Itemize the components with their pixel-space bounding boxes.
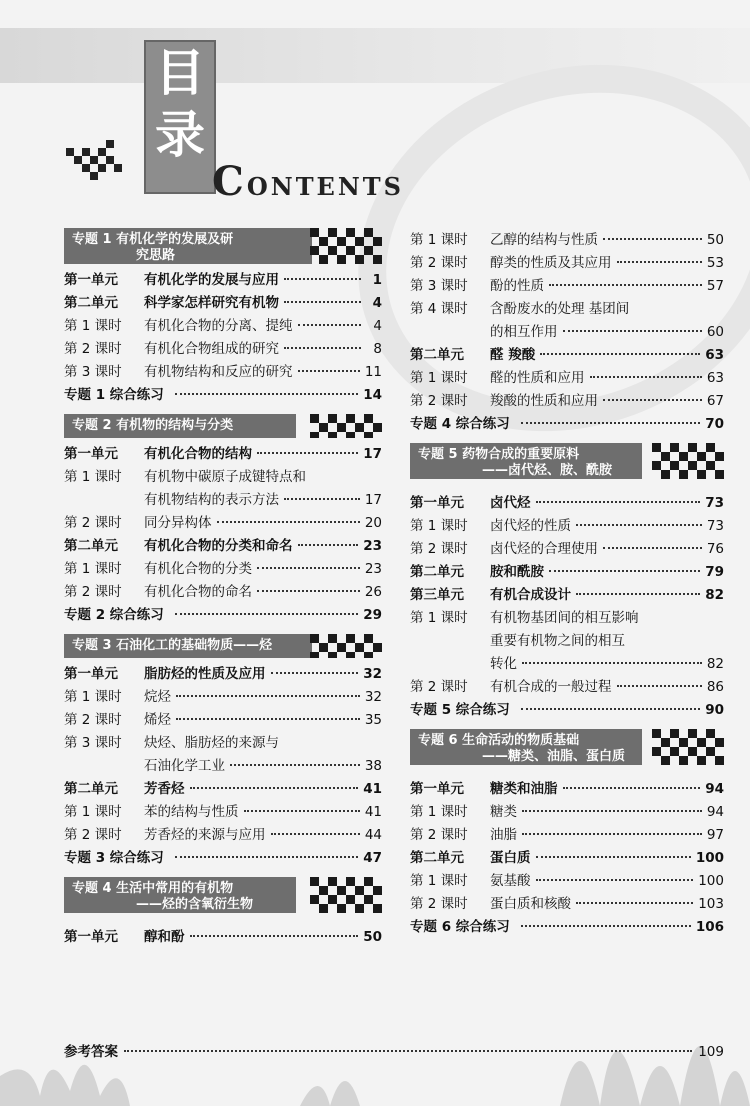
entry-title: 芳香烃的来源与应用 xyxy=(144,827,266,843)
topic-banner-label xyxy=(410,729,642,765)
lesson-entry[interactable] xyxy=(410,892,724,915)
entry-label: 专题 3 综合练习 xyxy=(64,850,164,866)
page-number: 73 xyxy=(705,495,724,511)
entry-label: 专题 2 综合练习 xyxy=(64,607,164,623)
leader-dots xyxy=(549,570,700,572)
topic-banner-label xyxy=(64,414,296,438)
entry-title: 转化 xyxy=(490,656,517,672)
title-box xyxy=(144,40,216,194)
unit-entry[interactable] xyxy=(410,491,724,514)
lesson-entry[interactable] xyxy=(64,465,382,488)
checker-logo-icon xyxy=(66,140,126,190)
spacer xyxy=(410,769,724,777)
unit-entry[interactable] xyxy=(64,291,382,314)
leader-dots xyxy=(576,593,700,595)
entry-label: 专题 1 综合练习 xyxy=(64,387,164,403)
entry-title: 醛的性质和应用 xyxy=(490,370,585,386)
unit-entry[interactable] xyxy=(64,268,382,291)
topic-banner xyxy=(64,634,382,658)
unit-entry[interactable] xyxy=(64,534,382,557)
topic-banner-label xyxy=(410,443,642,479)
entry-title: 有机化合物的分离、提纯 xyxy=(144,318,293,334)
lesson-entry[interactable] xyxy=(64,708,382,731)
leader-dots xyxy=(190,935,359,937)
entry-label: 第 2 课时 xyxy=(410,541,468,557)
unit-entry[interactable] xyxy=(64,442,382,465)
unit-entry[interactable] xyxy=(410,777,724,800)
leader-dots xyxy=(271,833,360,835)
page-number: 32 xyxy=(364,689,382,705)
entry-label: 第二单元 xyxy=(410,850,464,866)
entry-title: 乙醇的结构与性质 xyxy=(490,232,598,248)
page-number: 97 xyxy=(706,827,724,843)
entry-label: 第一单元 xyxy=(64,272,118,288)
page-number: 79 xyxy=(705,564,724,580)
entry-title: 有机化合物的分类 xyxy=(144,561,252,577)
leader-dots xyxy=(176,718,360,720)
lesson-entry[interactable] xyxy=(64,580,382,603)
topic-title-line1: 专题 1 有机化学的发展及研 xyxy=(72,232,234,247)
lesson-entry[interactable] xyxy=(64,314,382,337)
unit-entry[interactable] xyxy=(64,846,382,869)
lesson-entry[interactable] xyxy=(64,557,382,580)
page-number: 94 xyxy=(705,781,724,797)
entry-label: 第一单元 xyxy=(410,495,464,511)
entry-title: 科学家怎样研究有机物 xyxy=(144,295,279,311)
unit-entry[interactable] xyxy=(64,603,382,626)
leader-dots xyxy=(271,672,359,674)
lesson-entry[interactable] xyxy=(410,251,724,274)
entry-title: 有机物结构和反应的研究 xyxy=(144,364,293,380)
entry-label: 第 1 课时 xyxy=(64,804,122,820)
entry-title: 有机化学的发展与应用 xyxy=(144,272,279,288)
page-number: 103 xyxy=(698,896,724,912)
checker-pattern-icon xyxy=(310,414,382,438)
page-number: 94 xyxy=(706,804,724,820)
entry-label: 第 1 课时 xyxy=(410,873,468,889)
page-number: 26 xyxy=(364,584,382,600)
entry-title: 有机化合物组成的研究 xyxy=(144,341,279,357)
checker-pattern-icon xyxy=(652,443,724,479)
entry-label: 第 2 课时 xyxy=(64,584,122,600)
entry-title: 有机化合物的命名 xyxy=(144,584,252,600)
leader-dots xyxy=(549,284,702,286)
topic-banner xyxy=(410,729,724,765)
leader-dots xyxy=(540,353,700,355)
page-number: 82 xyxy=(705,587,724,603)
page-number: 73 xyxy=(706,518,724,534)
leader-dots xyxy=(522,810,702,812)
title-char-1: 目 xyxy=(155,44,205,102)
page-number: 50 xyxy=(706,232,724,248)
page-number: 100 xyxy=(698,873,724,889)
entry-title: 糖类 xyxy=(490,804,517,820)
lesson-entry[interactable] xyxy=(64,754,382,777)
topic-banner xyxy=(64,414,382,438)
contents-initial: C xyxy=(212,158,247,205)
page-number: 53 xyxy=(706,255,724,271)
entry-title: 重要有机物之间的相互 xyxy=(490,633,625,649)
leader-dots xyxy=(576,902,693,904)
page-number: 1 xyxy=(372,272,382,288)
leader-dots xyxy=(521,422,700,424)
entry-label: 第 1 课时 xyxy=(410,610,468,626)
page-number: 57 xyxy=(706,278,724,294)
topic-title-line1: 专题 6 生命活动的物质基础 xyxy=(418,733,580,748)
leader-dots xyxy=(603,399,702,401)
leader-dots xyxy=(257,590,360,592)
entry-title: 羧酸的性质和应用 xyxy=(490,393,598,409)
lesson-entry[interactable] xyxy=(64,823,382,846)
topic-title-line2: ——烃的含氧衍生物 xyxy=(136,897,254,912)
entry-title: 烷烃 xyxy=(144,689,171,705)
entry-label: 专题 6 综合练习 xyxy=(410,919,510,935)
entry-label: 第一单元 xyxy=(410,781,464,797)
title-char-2: 录 xyxy=(155,106,205,164)
page-number: 23 xyxy=(363,538,382,554)
unit-entry[interactable] xyxy=(64,925,382,948)
entry-label: 第一单元 xyxy=(64,446,118,462)
entry-label: 第 1 课时 xyxy=(410,518,468,534)
entry-title: 有机合成的一般过程 xyxy=(490,679,612,695)
entry-title: 的相互作用 xyxy=(490,324,558,340)
page-number: 70 xyxy=(705,416,724,432)
spacer xyxy=(64,406,382,414)
spacer xyxy=(64,869,382,877)
entry-title: 胺和酰胺 xyxy=(490,564,544,580)
unit-entry[interactable] xyxy=(410,583,724,606)
entry-label: 第 3 课时 xyxy=(64,735,122,751)
entry-title: 烯烃 xyxy=(144,712,171,728)
entry-label: 第 2 课时 xyxy=(410,255,468,271)
checker-pattern-icon xyxy=(310,877,382,913)
entry-label: 第 3 课时 xyxy=(410,278,468,294)
lesson-entry[interactable] xyxy=(410,389,724,412)
lesson-entry[interactable] xyxy=(410,629,724,652)
leader-dots xyxy=(563,330,702,332)
page-number: 63 xyxy=(706,370,724,386)
entry-label: 第 2 课时 xyxy=(410,393,468,409)
entry-label: 第二单元 xyxy=(64,295,118,311)
lesson-entry[interactable] xyxy=(410,800,724,823)
leader-dots xyxy=(298,370,360,372)
spacer xyxy=(64,917,382,925)
entry-label: 第 1 课时 xyxy=(64,469,122,485)
page-number: 4 xyxy=(373,318,382,334)
page-number: 17 xyxy=(363,446,382,462)
checker-pattern-icon xyxy=(310,228,382,264)
entry-label: 第 1 课时 xyxy=(410,804,468,820)
page-number: 38 xyxy=(364,758,382,774)
toc-right-column xyxy=(410,228,724,938)
entry-label: 专题 4 综合练习 xyxy=(410,416,510,432)
page-number: 50 xyxy=(363,929,382,945)
spacer xyxy=(410,721,724,729)
page-number: 106 xyxy=(695,919,724,935)
page-number: 100 xyxy=(695,850,724,866)
leader-dots xyxy=(257,452,358,454)
entry-label: 第 3 课时 xyxy=(64,364,122,380)
entry-title: 糖类和油脂 xyxy=(490,781,558,797)
leader-dots xyxy=(617,685,702,687)
entry-title: 炔烃、脂肪烃的来源与 xyxy=(144,735,279,751)
leader-dots xyxy=(521,925,691,927)
page-number: 109 xyxy=(698,1044,724,1060)
entry-label: 专题 5 综合练习 xyxy=(410,702,510,718)
checker-pattern-icon xyxy=(310,634,382,658)
leader-dots xyxy=(284,278,361,280)
entry-label: 第 1 课时 xyxy=(64,561,122,577)
lesson-entry[interactable] xyxy=(410,274,724,297)
entry-label: 第一单元 xyxy=(64,666,118,682)
page-number: 82 xyxy=(706,656,724,672)
page-number: 35 xyxy=(364,712,382,728)
entry-label: 第 2 课时 xyxy=(410,679,468,695)
entry-label: 第 2 课时 xyxy=(64,341,122,357)
topic-title-line2: ——卤代烃、胺、酰胺 xyxy=(482,463,613,478)
entry-label: 第 1 课时 xyxy=(410,370,468,386)
leader-dots xyxy=(521,708,700,710)
lesson-entry[interactable] xyxy=(410,228,724,251)
leader-dots xyxy=(175,856,358,858)
page-number: 90 xyxy=(705,702,724,718)
unit-entry[interactable] xyxy=(410,915,724,938)
leader-dots xyxy=(190,787,359,789)
page-number: 67 xyxy=(706,393,724,409)
page-number: 20 xyxy=(364,515,382,531)
entry-title: 芳香烃 xyxy=(144,781,185,797)
unit-entry[interactable] xyxy=(410,846,724,869)
entry-title: 石油化学工业 xyxy=(144,758,225,774)
page-number: 60 xyxy=(706,324,724,340)
entry-label: 第 1 课时 xyxy=(64,318,122,334)
toc-left-column xyxy=(64,228,382,948)
leader-dots xyxy=(175,613,358,615)
leader-dots xyxy=(603,547,702,549)
leader-dots xyxy=(536,501,701,503)
entry-title: 有机物基团间的相互影响 xyxy=(490,610,639,626)
entry-label: 第二单元 xyxy=(410,347,464,363)
lesson-entry[interactable] xyxy=(64,511,382,534)
lesson-entry[interactable] xyxy=(410,652,724,675)
entry-title: 有机物中碳原子成键特点和 xyxy=(144,469,306,485)
topic-banner-label xyxy=(64,877,296,913)
lesson-entry[interactable] xyxy=(410,606,724,629)
entry-label: 第 2 课时 xyxy=(64,827,122,843)
entry-title: 同分异构体 xyxy=(144,515,212,531)
page-number: 23 xyxy=(364,561,382,577)
page-number: 29 xyxy=(363,607,382,623)
leader-dots xyxy=(257,567,360,569)
unit-entry[interactable] xyxy=(410,560,724,583)
lesson-entry[interactable] xyxy=(64,800,382,823)
leader-dots xyxy=(522,662,702,664)
leader-dots xyxy=(576,524,702,526)
entry-label: 第三单元 xyxy=(410,587,464,603)
leader-dots xyxy=(603,238,702,240)
entry-title: 醇和酚 xyxy=(144,929,185,945)
entry-title: 油脂 xyxy=(490,827,517,843)
entry-label: 第 2 课时 xyxy=(410,896,468,912)
leader-dots xyxy=(175,393,358,395)
leader-dots xyxy=(563,787,701,789)
entry-title: 有机合成设计 xyxy=(490,587,571,603)
leader-dots xyxy=(522,833,702,835)
entry-label: 第 1 课时 xyxy=(64,689,122,705)
page-number: 11 xyxy=(364,364,382,380)
entry-title: 蛋白质和核酸 xyxy=(490,896,571,912)
entry-title: 有机化合物的结构 xyxy=(144,446,252,462)
grass-silhouette xyxy=(0,956,750,1106)
entry-title: 醇类的性质及其应用 xyxy=(490,255,612,271)
leader-dots xyxy=(284,498,360,500)
lesson-entry[interactable] xyxy=(410,537,724,560)
entry-title: 脂肪烃的性质及应用 xyxy=(144,666,266,682)
leader-dots xyxy=(244,810,360,812)
entry-title: 醛 羧酸 xyxy=(490,347,536,363)
topic-title-line1: 专题 3 石油化工的基础物质——烃 xyxy=(72,638,273,653)
leader-dots xyxy=(217,521,360,523)
lesson-entry[interactable] xyxy=(64,337,382,360)
entry-label: 第 2 课时 xyxy=(410,827,468,843)
entry-title: 蛋白质 xyxy=(490,850,531,866)
leader-dots xyxy=(124,1050,692,1052)
topic-title-line1: 专题 4 生活中常用的有机物 xyxy=(72,881,234,896)
leader-dots xyxy=(617,261,702,263)
entry-label: 第二单元 xyxy=(64,781,118,797)
entry-label: 第二单元 xyxy=(64,538,118,554)
entry-label: 第 4 课时 xyxy=(410,301,468,317)
topic-banner xyxy=(64,228,382,264)
topic-title-line1: 专题 5 药物合成的重要原料 xyxy=(418,447,580,462)
lesson-entry[interactable] xyxy=(64,488,382,511)
lesson-entry[interactable] xyxy=(410,320,724,343)
lesson-entry[interactable] xyxy=(410,869,724,892)
page-number: 32 xyxy=(363,666,382,682)
topic-banner xyxy=(410,443,724,479)
page-number: 76 xyxy=(706,541,724,557)
entry-title: 苯的结构与性质 xyxy=(144,804,239,820)
page-number: 41 xyxy=(363,781,382,797)
leader-dots xyxy=(590,376,702,378)
page-number: 47 xyxy=(363,850,382,866)
spacer xyxy=(410,435,724,443)
contents-rest: ONTENTS xyxy=(246,172,404,201)
leader-dots xyxy=(230,764,360,766)
contents-heading xyxy=(212,158,404,205)
page-number: 44 xyxy=(364,827,382,843)
entry-title: 有机物结构的表示方法 xyxy=(144,492,279,508)
page-number: 63 xyxy=(705,347,724,363)
lesson-entry[interactable] xyxy=(410,297,724,320)
unit-entry[interactable] xyxy=(410,412,724,435)
unit-entry[interactable] xyxy=(64,777,382,800)
leader-dots xyxy=(298,544,359,546)
lesson-entry[interactable] xyxy=(64,685,382,708)
topic-banner xyxy=(64,877,382,913)
lesson-entry[interactable] xyxy=(64,731,382,754)
entry-label: 第 1 课时 xyxy=(410,232,468,248)
reference-answers-entry[interactable] xyxy=(64,1040,724,1060)
leader-dots xyxy=(536,879,694,881)
unit-entry[interactable] xyxy=(410,698,724,721)
lesson-entry[interactable] xyxy=(64,360,382,383)
reference-label: 参考答案 xyxy=(64,1044,118,1060)
entry-title: 卤代烃 xyxy=(490,495,531,511)
leader-dots xyxy=(176,695,360,697)
page-number: 8 xyxy=(373,341,382,357)
unit-entry[interactable] xyxy=(64,662,382,685)
unit-entry[interactable] xyxy=(410,343,724,366)
topic-banner-label xyxy=(64,228,312,264)
entry-title: 卤代烃的合理使用 xyxy=(490,541,598,557)
page-number: 17 xyxy=(364,492,382,508)
checker-pattern-icon xyxy=(652,729,724,765)
entry-title: 含酚废水的处理 基团间 xyxy=(490,301,630,317)
leader-dots xyxy=(284,347,361,349)
topic-title-line2: 究思路 xyxy=(136,248,176,263)
topic-title-line2: ——糖类、油脂、蛋白质 xyxy=(482,749,626,764)
page-number: 4 xyxy=(372,295,382,311)
spacer xyxy=(410,483,724,491)
entry-title: 酚的性质 xyxy=(490,278,544,294)
entry-label: 第 2 课时 xyxy=(64,712,122,728)
page-number: 86 xyxy=(706,679,724,695)
unit-entry[interactable] xyxy=(64,383,382,406)
lesson-entry[interactable] xyxy=(410,366,724,389)
entry-label: 第二单元 xyxy=(410,564,464,580)
entry-label: 第 2 课时 xyxy=(64,515,122,531)
entry-label: 第一单元 xyxy=(64,929,118,945)
entry-title: 有机化合物的分类和命名 xyxy=(144,538,293,554)
lesson-entry[interactable] xyxy=(410,675,724,698)
lesson-entry[interactable] xyxy=(410,823,724,846)
lesson-entry[interactable] xyxy=(410,514,724,537)
leader-dots xyxy=(536,856,691,858)
topic-title-line1: 专题 2 有机物的结构与分类 xyxy=(72,418,234,433)
topic-banner-label xyxy=(64,634,312,658)
entry-title: 氨基酸 xyxy=(490,873,531,889)
leader-dots xyxy=(284,301,361,303)
leader-dots xyxy=(298,324,362,326)
page-number: 14 xyxy=(363,387,382,403)
spacer xyxy=(64,626,382,634)
page-number: 41 xyxy=(364,804,382,820)
entry-title: 卤代烃的性质 xyxy=(490,518,571,534)
